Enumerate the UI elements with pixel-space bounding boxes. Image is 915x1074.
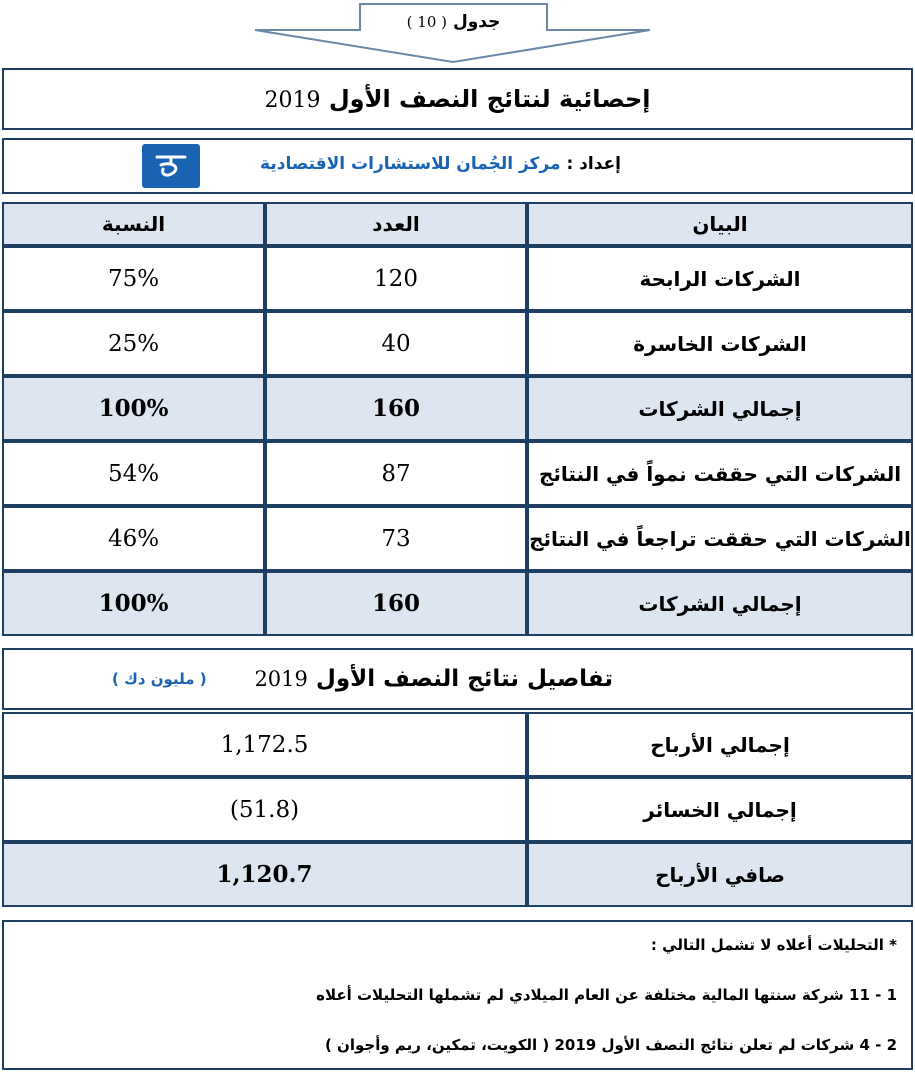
- table-number: ( 10 ): [406, 13, 448, 31]
- row-5-pct: [2, 571, 265, 636]
- header-count-label: العدد: [372, 212, 420, 236]
- row-1-count: [265, 311, 527, 376]
- row-1-label-text: الشركات الخاسرة: [633, 331, 807, 356]
- row-2-pct-text: 100%: [98, 395, 169, 422]
- details-row-2-label: [527, 842, 913, 907]
- page-title: [264, 85, 650, 113]
- row-5-label-text: إجمالي الشركات: [638, 591, 802, 616]
- row-4-count-text: 73: [381, 525, 411, 552]
- row-3-label-text: الشركات التي حققت نمواً في النتائج: [538, 461, 902, 486]
- details-row-2-label-text: صافي الأرباح: [655, 862, 785, 887]
- details-row-2-value-text: 1,120.7: [216, 861, 313, 888]
- row-2-count: [265, 376, 527, 441]
- row-2-pct: [2, 376, 265, 441]
- row-5-count-text: 160: [371, 590, 420, 617]
- prepared-org: مركز الجُمان للاستشارات الاقتصادية: [260, 154, 561, 174]
- row-0-label: [527, 246, 913, 311]
- header-label-label: البيان: [692, 212, 748, 236]
- details-row-1-value: [2, 777, 527, 842]
- notes-box: [2, 920, 913, 1070]
- details-title: [254, 666, 613, 692]
- details-title-year: 2019: [254, 667, 308, 691]
- row-2-label: [527, 376, 913, 441]
- row-5-label: [527, 571, 913, 636]
- title-box: [2, 68, 913, 130]
- jumaan-logo-icon: [142, 144, 200, 188]
- row-1-count-text: 40: [381, 330, 411, 357]
- details-title-box: [2, 648, 913, 710]
- details-row-0-label: [527, 712, 913, 777]
- row-1-pct: [2, 311, 265, 376]
- header-count: [265, 202, 527, 246]
- prepared-by-text: [260, 154, 621, 174]
- row-0-count-text: 120: [374, 265, 418, 292]
- details-row-2-value: [2, 842, 527, 907]
- row-0-label-text: الشركات الرابحة: [639, 266, 801, 291]
- header-label: [527, 202, 913, 246]
- details-row-1-value-text: (51.8): [229, 796, 300, 823]
- row-5-pct-text: 100%: [98, 590, 169, 617]
- details-row-0-label-text: إجمالي الأرباح: [650, 732, 790, 757]
- row-3-label: [527, 441, 913, 506]
- table-number-banner: [250, 2, 655, 64]
- row-3-pct-text: 54%: [107, 460, 160, 487]
- row-4-pct-text: 46%: [107, 525, 160, 552]
- row-0-pct-text: 75%: [107, 265, 160, 292]
- notes-line-2: 2 - 4 شركات لم تعلن نتائج النصف الأول 2019 ( الكويت، تمكين، ريم وأجوان ): [324, 1036, 897, 1054]
- row-1-pct-text: 25%: [107, 330, 160, 357]
- notes-line-1: 1 - 11 شركة سنتها المالية مختلفة عن العام الميلادي لم تشملها التحليلات أعلاه: [316, 986, 897, 1004]
- details-title-text: تفاصيل نتائج النصف الأول: [315, 666, 613, 692]
- row-3-pct: [2, 441, 265, 506]
- details-row-0-value: [2, 712, 527, 777]
- prepared-by-box: [2, 138, 913, 194]
- notes-intro: * التحليلات أعلاه لا تشمل التالي :: [650, 936, 897, 954]
- row-2-label-text: إجمالي الشركات: [638, 396, 802, 421]
- row-3-count: [265, 441, 527, 506]
- title-year: 2019: [264, 88, 321, 113]
- row-1-label: [527, 311, 913, 376]
- row-4-label: [527, 506, 913, 571]
- title-text: إحصائية لنتائج النصف الأول: [328, 85, 651, 113]
- row-5-count: [265, 571, 527, 636]
- row-3-count-text: 87: [381, 460, 411, 487]
- prepared-label: إعداد :: [566, 154, 621, 174]
- table-label: جدول: [452, 12, 501, 32]
- details-row-1-label-text: إجمالي الخسائر: [643, 797, 797, 822]
- row-4-label-text: الشركات التي حققت تراجعاً في النتائج: [529, 526, 911, 551]
- header-pct-label: النسبة: [101, 212, 166, 236]
- row-2-count-text: 160: [371, 395, 420, 422]
- details-row-0-value-text: 1,172.5: [220, 731, 309, 758]
- details-row-1-label: [527, 777, 913, 842]
- details-unit: ( مليون دك ): [112, 670, 207, 688]
- header-pct: [2, 202, 265, 246]
- row-0-count: [265, 246, 527, 311]
- row-4-pct: [2, 506, 265, 571]
- row-0-pct: [2, 246, 265, 311]
- row-4-count: [265, 506, 527, 571]
